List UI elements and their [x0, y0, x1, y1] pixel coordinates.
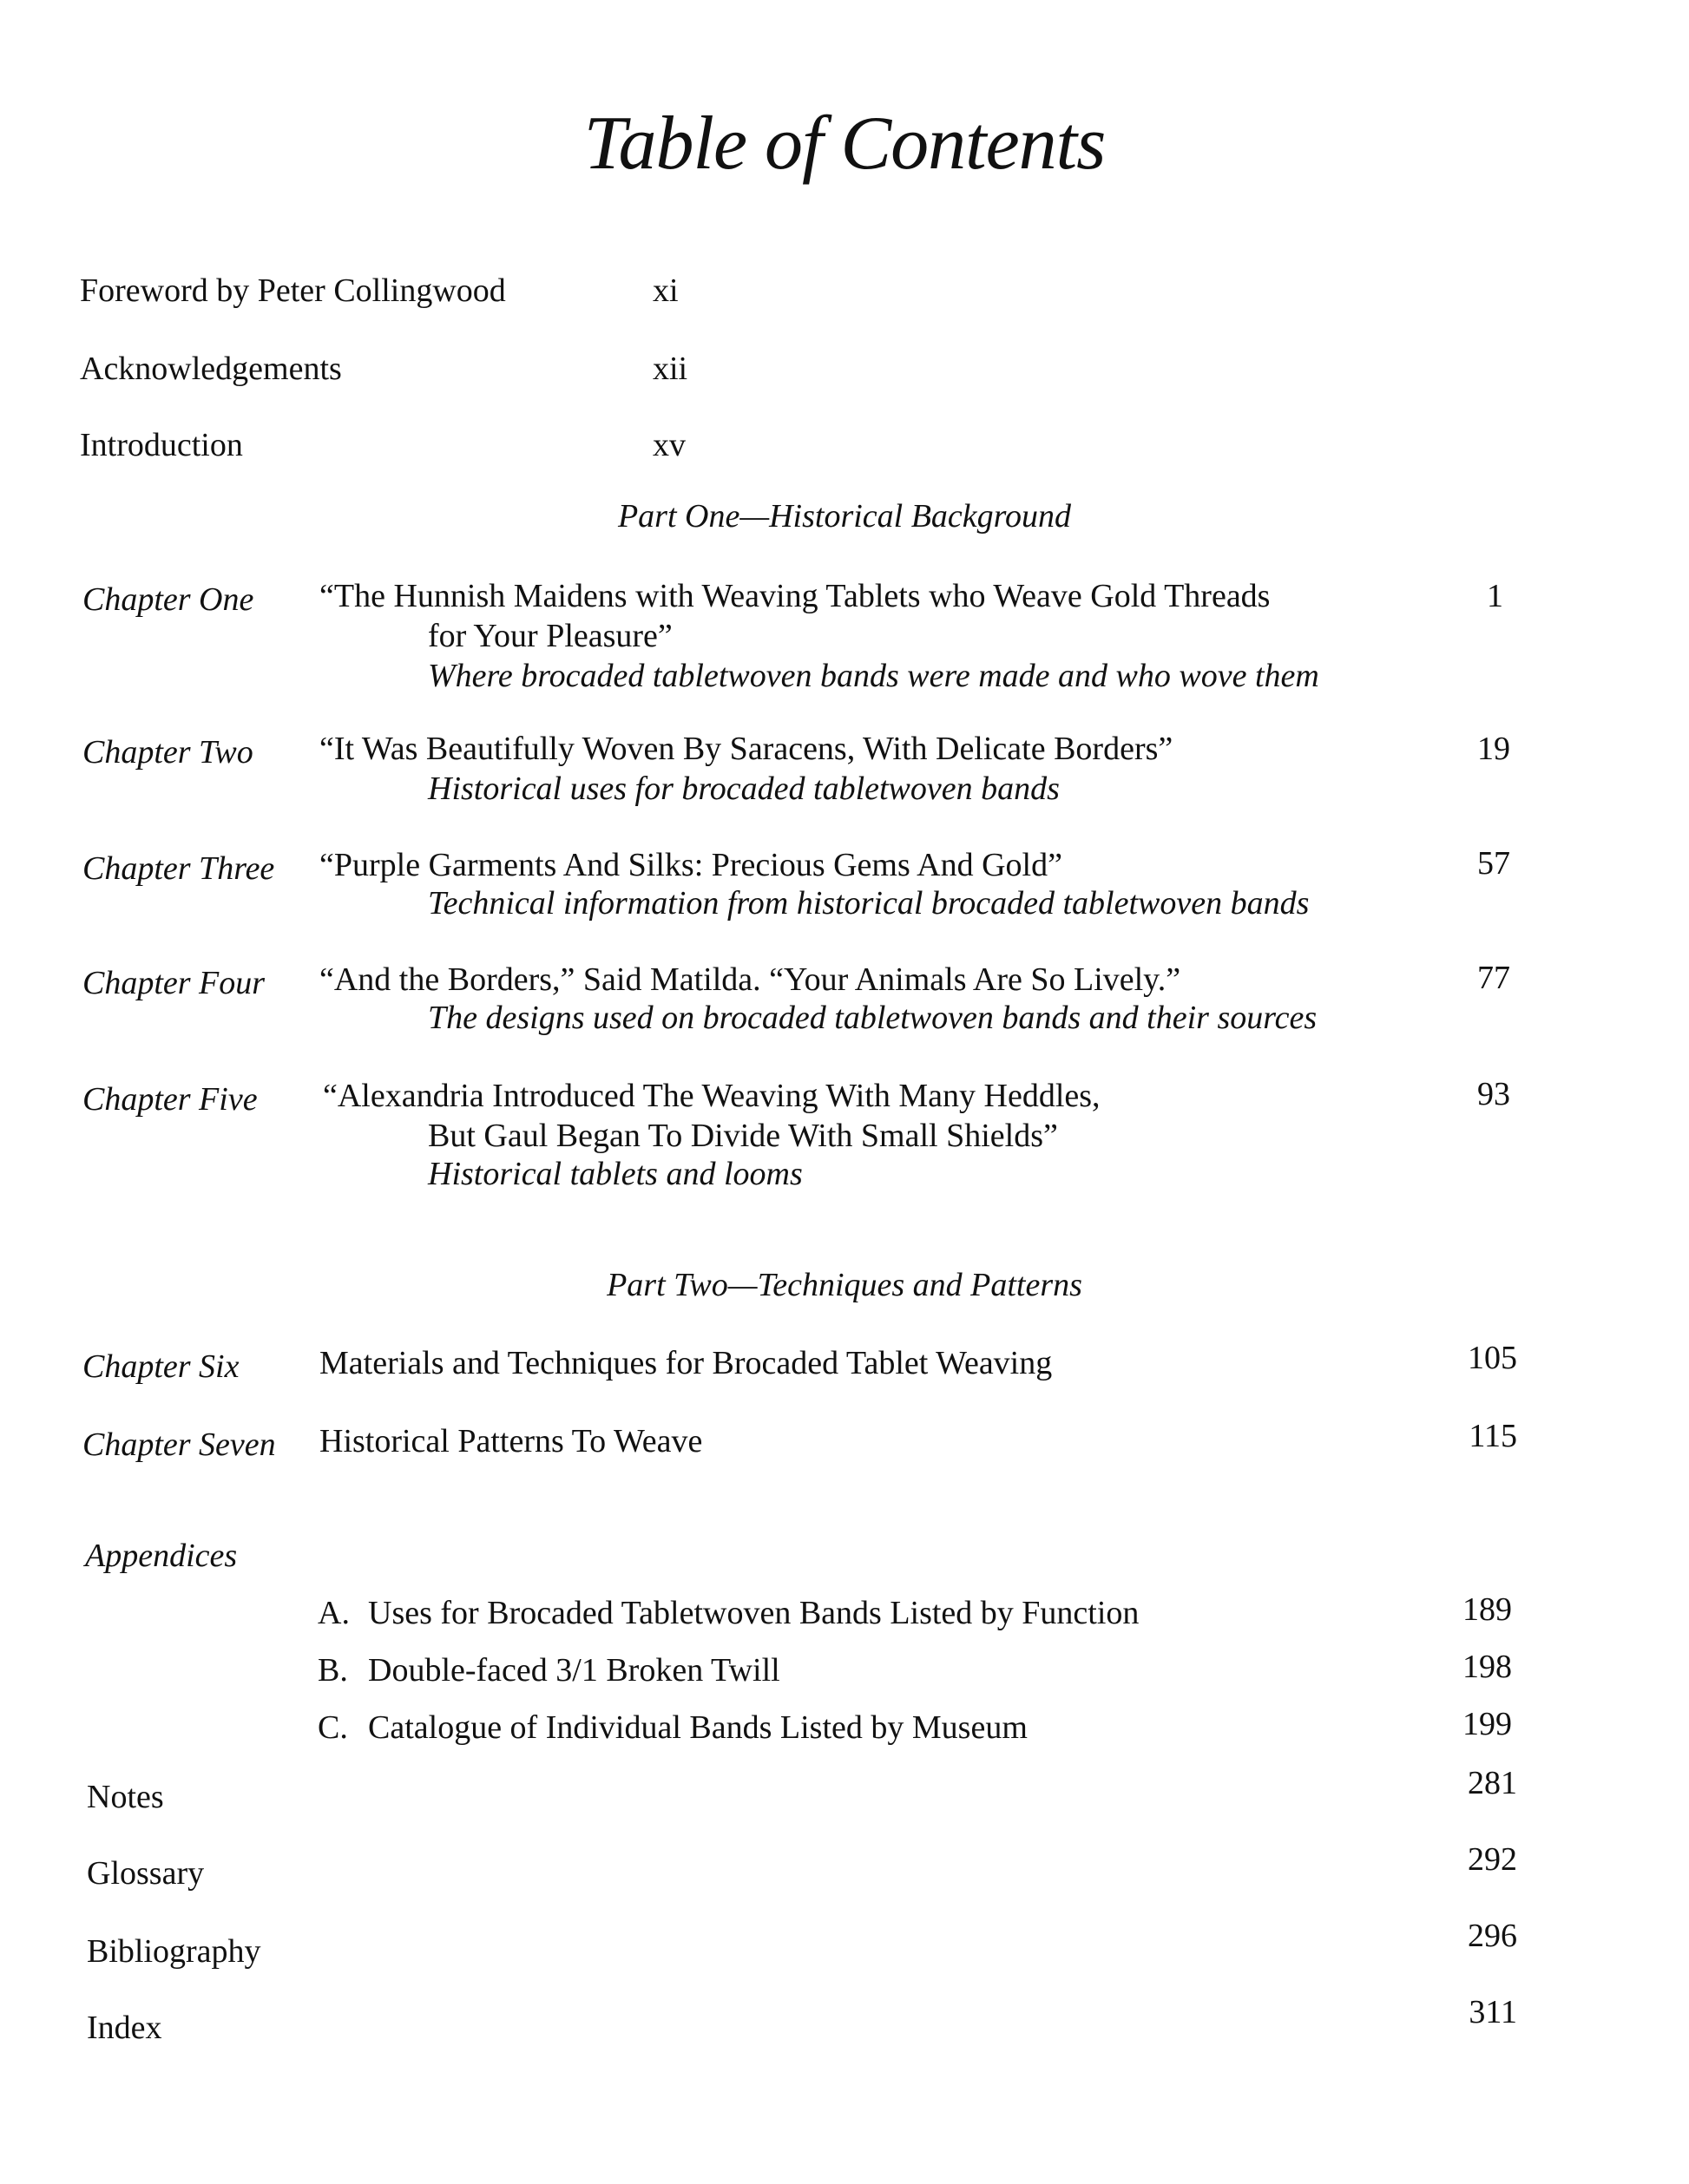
- toc-entry-foreword[interactable]: Foreword by Peter Collingwood: [80, 272, 506, 309]
- chapter-five-page: 93: [1477, 1076, 1510, 1112]
- chapter-six-label: Chapter Six: [82, 1348, 240, 1385]
- toc-entry-introduction[interactable]: Introduction: [80, 427, 243, 463]
- toc-entry-notes[interactable]: Notes: [87, 1779, 164, 1815]
- chapter-three-label: Chapter Three: [82, 850, 275, 887]
- chapter-one-subtitle: Where brocaded tabletwoven bands were made and who wove them: [428, 658, 1319, 694]
- chapter-one-title-cont[interactable]: for Your Pleasure”: [428, 618, 673, 654]
- chapter-four-label: Chapter Four: [82, 965, 266, 1001]
- part-two-heading: Part Two—Techniques and Patterns: [607, 1267, 1082, 1303]
- chapter-seven-label: Chapter Seven: [82, 1426, 276, 1463]
- chapter-one-title[interactable]: “The Hunnish Maidens with Weaving Tablets who Weave Gold Threads: [319, 578, 1271, 614]
- chapter-four-title[interactable]: “And the Borders,” Said Matilda. “Your Animals Are So Lively.”: [319, 961, 1181, 998]
- appendix-c[interactable]: [318, 1711, 1028, 1744]
- chapter-four-page: 77: [1477, 960, 1510, 996]
- chapter-one-page: 1: [1487, 578, 1503, 614]
- appendix-b-letter: B.: [318, 1652, 348, 1689]
- chapter-five-title-cont[interactable]: But Gaul Began To Divide With Small Shields”: [428, 1118, 1058, 1154]
- toc-page-introduction: xv: [653, 427, 686, 463]
- appendix-b-page: 198: [1462, 1649, 1512, 1685]
- chapter-six-title[interactable]: Materials and Techniques for Brocaded Tablet Weaving: [319, 1345, 1053, 1381]
- page-title: Table of Contents: [583, 102, 1106, 186]
- appendix-b[interactable]: [318, 1654, 780, 1687]
- toc-page-notes: 281: [1468, 1765, 1517, 1801]
- chapter-two-label: Chapter Two: [82, 734, 253, 771]
- part-one-heading: Part One—Historical Background: [617, 498, 1072, 535]
- appendix-a-label: Uses for Brocaded Tabletwoven Bands Listed by Function: [368, 1595, 1140, 1631]
- chapter-two-title[interactable]: “It Was Beautifully Woven By Saracens, With Delicate Borders”: [319, 731, 1173, 767]
- appendix-c-label: Catalogue of Individual Bands Listed by Museum: [368, 1709, 1028, 1746]
- chapter-four-subtitle: The designs used on brocaded tabletwoven bands and their sources: [428, 1000, 1318, 1036]
- toc-page-index: 311: [1469, 1994, 1517, 2030]
- toc-entry-acknowledgements[interactable]: Acknowledgements: [80, 351, 342, 387]
- toc-entry-bibliography[interactable]: Bibliography: [87, 1933, 261, 1970]
- toc-entry-index[interactable]: Index: [87, 2010, 162, 2046]
- chapter-five-subtitle: Historical tablets and looms: [428, 1156, 803, 1192]
- chapter-seven-page: 115: [1469, 1418, 1517, 1454]
- chapter-five-title[interactable]: “Alexandria Introduced The Weaving With Many Heddles,: [323, 1078, 1101, 1114]
- appendix-a[interactable]: [318, 1597, 1139, 1630]
- toc-page-glossary: 292: [1468, 1841, 1517, 1878]
- chapter-six-page: 105: [1468, 1340, 1517, 1376]
- appendix-c-letter: C.: [318, 1709, 348, 1746]
- chapter-one-label: Chapter One: [82, 581, 254, 618]
- toc-page-foreword: xi: [653, 272, 679, 309]
- toc-page-bibliography: 296: [1468, 1918, 1517, 1954]
- chapter-five-label: Chapter Five: [82, 1081, 258, 1118]
- appendix-a-letter: A.: [318, 1595, 350, 1631]
- toc-page-acknowledgements: xii: [653, 351, 688, 387]
- chapter-three-subtitle: Technical information from historical brocaded tabletwoven bands: [428, 885, 1310, 921]
- chapter-two-subtitle: Historical uses for brocaded tabletwoven bands: [428, 771, 1060, 807]
- chapter-two-page: 19: [1477, 731, 1510, 767]
- chapter-seven-title[interactable]: Historical Patterns To Weave: [319, 1423, 703, 1459]
- chapter-three-page: 57: [1477, 845, 1510, 882]
- chapter-three-title[interactable]: “Purple Garments And Silks: Precious Gems And Gold”: [319, 847, 1062, 883]
- appendix-a-page: 189: [1462, 1591, 1512, 1628]
- appendices-heading: Appendices: [85, 1538, 238, 1574]
- appendix-c-page: 199: [1462, 1706, 1512, 1742]
- appendix-b-label: Double-faced 3/1 Broken Twill: [368, 1652, 780, 1689]
- toc-entry-glossary[interactable]: Glossary: [87, 1855, 205, 1892]
